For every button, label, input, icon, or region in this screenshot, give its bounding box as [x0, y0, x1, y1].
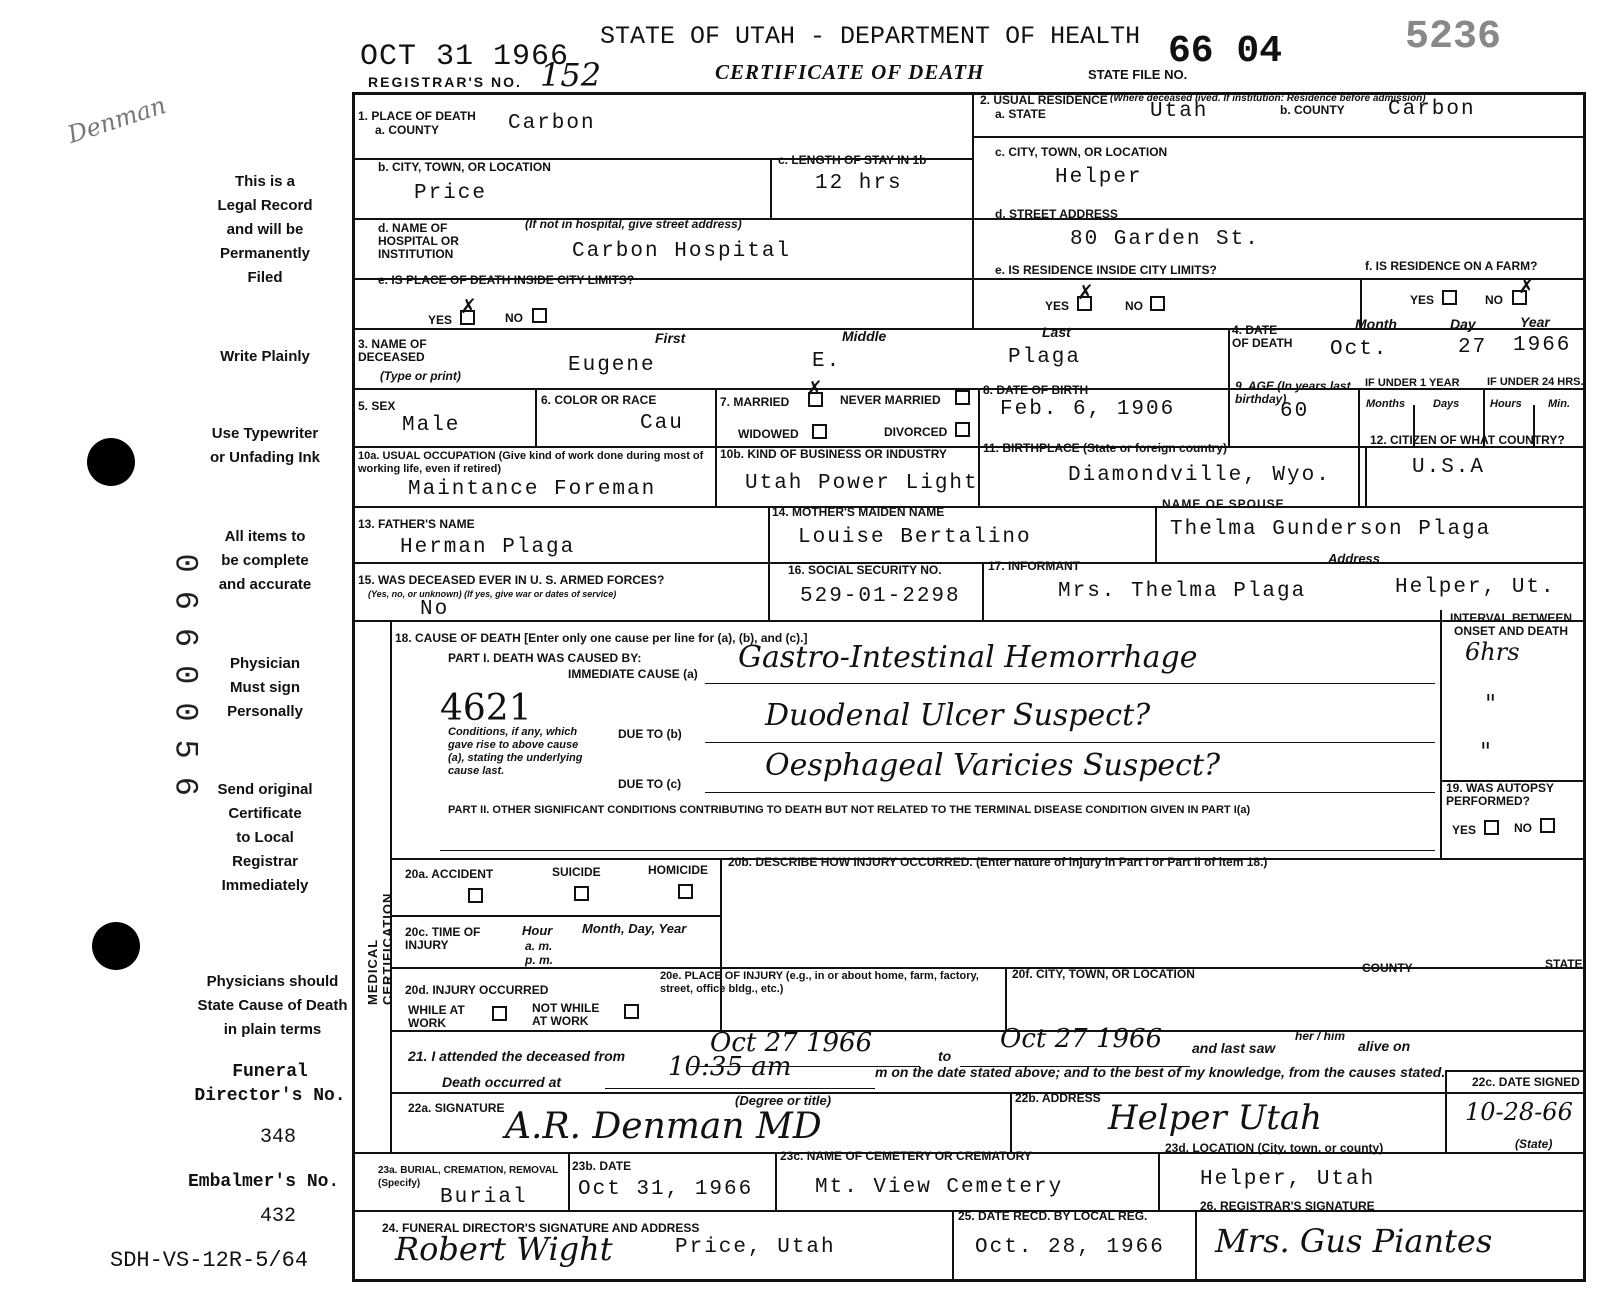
physician-address-label: 22b. ADDRESS — [1015, 1091, 1101, 1105]
sex-value: Male — [402, 414, 461, 437]
embalmer-no-label: Embalmer's No. — [188, 1172, 340, 1192]
months-label: Months — [1366, 398, 1406, 410]
attended-from: Oct 27 1966 — [710, 1028, 873, 1058]
burial-date: Oct 31, 1966 — [578, 1178, 754, 1201]
registrar-no: 152 — [540, 56, 602, 94]
business-label: 10b. KIND OF BUSINESS OR INDUSTRY — [720, 447, 947, 461]
cemetery-label: 23c. NAME OF CEMETERY OR CREMATORY — [780, 1149, 1032, 1163]
farm-yes-checkbox[interactable] — [1442, 290, 1457, 305]
physician-note: Physician Must sign Personally — [227, 655, 303, 720]
registrar-signature: Mrs. Gus Piantes — [1215, 1222, 1493, 1260]
immediate-cause-label: IMMEDIATE CAUSE (a) — [568, 667, 698, 681]
ssn-value: 529-01-2298 — [800, 585, 961, 608]
due-to-b-label: DUE TO (b) — [618, 727, 682, 741]
citizen-value: U.S.A — [1412, 456, 1486, 479]
middle-name: E. — [812, 350, 842, 373]
conditions-note: Conditions, if any, which gave rise to above cause (a), stating the underlying cause last. — [448, 726, 583, 777]
cemetery-value: Mt. View Cemetery — [815, 1176, 1064, 1199]
spouse-value: Thelma Gunderson Plaga — [1170, 518, 1492, 541]
spouse-label: NAME OF SPOUSE — [1162, 497, 1285, 511]
to-label: to — [938, 1048, 952, 1064]
father-value: Herman Plaga — [400, 536, 576, 559]
res-inside-city-label: e. IS RESIDENCE INSIDE CITY LIMITS? — [995, 263, 1217, 277]
write-plainly-note: Write Plainly — [220, 348, 310, 365]
name-label: 3. NAME OF DECEASED — [358, 337, 427, 364]
address-label: Address — [1328, 551, 1381, 566]
autopsy-yes-label: YES — [1452, 823, 1477, 837]
race-value: Cau — [640, 412, 684, 435]
city-value: Price — [414, 182, 488, 205]
birth-value: Feb. 6, 1906 — [1000, 398, 1176, 421]
am-label: a. m. — [525, 939, 553, 953]
last-label: Last — [1042, 324, 1071, 340]
city-label: b. CITY, TOWN, OR LOCATION — [378, 160, 551, 174]
citizen-label: 12. CITIZEN OF WHAT COUNTRY? — [1370, 433, 1565, 447]
res-county-value: Carbon — [1388, 98, 1476, 121]
autopsy-no-checkbox[interactable] — [1540, 818, 1555, 833]
legal-record-note: This is a Legal Record and will be Permanently Filed — [217, 173, 313, 286]
part2-label: PART II. OTHER SIGNIFICANT CONDITIONS CONTRIBUTING TO DEATH BUT NOT RELATED TO THE TERMINAL DISEASE CONDITION GIVEN IN PART I(a) — [448, 804, 1251, 816]
burial-state-label: (State) — [1515, 1137, 1553, 1151]
hour-label: Hour — [522, 923, 553, 938]
forces-value: No — [420, 598, 450, 621]
while-at-work-label: WHILE AT WORK — [408, 1003, 465, 1030]
occupation-label: 10a. USUAL OCCUPATION (Give kind of work done during most of working life, even if retired) — [358, 450, 704, 475]
signature-label: 22a. SIGNATURE — [408, 1101, 505, 1115]
injury-state-label: STATE — [1545, 957, 1583, 971]
funeral-director-signature: Robert Wight — [395, 1230, 613, 1268]
death-day: 27 — [1458, 336, 1488, 359]
funeral-director-no: 348 — [260, 1126, 297, 1149]
birthplace-label: 11. BIRTHPLACE (State or foreign country) — [983, 441, 1228, 455]
forces-label: 15. WAS DECEASED EVER IN U. S. ARMED FORCES? — [358, 573, 665, 587]
x-mark: ✗ — [460, 294, 477, 318]
year-label: Year — [1520, 314, 1550, 330]
x-mark: ✗ — [1077, 280, 1094, 304]
age-label: 9. AGE (In years last birthday) — [1235, 379, 1351, 406]
race-label: 6. COLOR OR RACE — [541, 393, 657, 407]
informant-value: Mrs. Thelma Plaga — [1058, 580, 1307, 603]
medical-certification-label: MEDICAL CERTIFICATION — [365, 892, 395, 1005]
middle-label: Middle — [842, 328, 887, 344]
first-name: Eugene — [568, 354, 656, 377]
autopsy-no-label: NO — [1514, 821, 1532, 835]
disease-code: 4621 — [440, 688, 532, 729]
mother-label: 14. MOTHER'S MAIDEN NAME — [772, 505, 945, 519]
no-label-1e: NO — [505, 311, 523, 325]
time-injury-label: 20c. TIME OF INJURY — [405, 925, 481, 952]
last-saw-label: and last saw — [1192, 1040, 1276, 1056]
res-state-label: a. STATE — [995, 107, 1046, 121]
injury-county-label: COUNTY — [1362, 961, 1413, 975]
alive-label: alive on — [1358, 1038, 1411, 1054]
res-city-value: Helper — [1055, 166, 1143, 189]
divorced-checkbox[interactable] — [955, 422, 970, 437]
no-label-2f: NO — [1485, 293, 1503, 307]
birthplace-value: Diamondville, Wyo. — [1068, 464, 1331, 487]
hospital-note: (If not in hospital, give street address) — [525, 217, 742, 231]
punch-hole-top — [87, 438, 135, 486]
date-signed-label: 22c. DATE SIGNED — [1472, 1075, 1580, 1089]
part1-label: PART I. DEATH WAS CAUSED BY: — [448, 651, 642, 665]
cause-b: Duodenal Ulcer Suspect? — [765, 698, 1151, 733]
injury-occurred-label: 20d. INJURY OCCURRED — [405, 983, 549, 997]
last-name: Plaga — [1008, 346, 1082, 369]
interval-label: INTERVAL BETWEEN ONSET AND DEATH — [1449, 611, 1572, 638]
street-label: d. STREET ADDRESS — [995, 207, 1118, 221]
married-label: 7. MARRIED — [720, 395, 790, 409]
date-signed: 10-28-66 — [1465, 1098, 1573, 1126]
date-received: Oct. 28, 1966 — [975, 1236, 1165, 1259]
min-label: Min. — [1548, 398, 1570, 410]
name-note: (Type or print) — [380, 369, 461, 383]
no-label-2e: NO — [1125, 299, 1143, 313]
residence-label: 2. USUAL RESIDENCE — [980, 93, 1108, 107]
father-label: 13. FATHER'S NAME — [358, 517, 475, 531]
date-stamp: OCT 31 1966 — [360, 40, 570, 74]
age-value: 60 — [1280, 400, 1310, 423]
attended-to: Oct 27 1966 — [1000, 1024, 1163, 1054]
not-while-work-checkbox[interactable] — [624, 1004, 639, 1019]
widowed-checkbox[interactable] — [812, 424, 827, 439]
autopsy-label: 19. WAS AUTOPSY PERFORMED? — [1446, 781, 1554, 808]
accident-label: 20a. ACCIDENT — [405, 867, 494, 881]
death-month: Oct. — [1330, 338, 1389, 361]
death-occurred-time: 10:35 am — [668, 1052, 792, 1082]
inside-city-no-checkbox[interactable] — [532, 308, 547, 323]
days-label: Days — [1433, 398, 1460, 410]
ssn-label: 16. SOCIAL SECURITY NO. — [788, 563, 942, 577]
yes-label-1e: YES — [428, 313, 453, 327]
yes-label-2f: YES — [1410, 293, 1435, 307]
suicide-label: SUICIDE — [552, 865, 601, 879]
divorced-label: DIVORCED — [884, 425, 948, 439]
res-city-label: c. CITY, TOWN, OR LOCATION — [995, 145, 1168, 159]
informant-label: 17. INFORMANT — [988, 559, 1081, 573]
hospital-value: Carbon Hospital — [572, 240, 792, 263]
burial-label: 23a. BURIAL, CREMATION, REMOVAL (Specify) — [378, 1165, 559, 1189]
state-file-label: STATE FILE NO. — [1088, 67, 1188, 82]
hours-label: Hours — [1490, 398, 1522, 410]
res-county-label: b. COUNTY — [1280, 103, 1345, 117]
number-stamp: 5236 — [1405, 15, 1502, 60]
mother-value: Louise Bertalino — [798, 526, 1032, 549]
autopsy-yes-checkbox[interactable] — [1484, 820, 1499, 835]
funeral-director-address: Price, Utah — [675, 1236, 836, 1259]
her-him: her / him — [1295, 1029, 1346, 1043]
date-death-label: 4. DATE OF DEATH — [1232, 323, 1293, 350]
attended-label: 21. I attended the deceased from — [408, 1048, 626, 1064]
degree-label: (Degree or title) — [735, 1093, 832, 1108]
injury-city-label: 20f. CITY, TOWN, OR LOCATION — [1012, 967, 1195, 981]
pm-label: p. m. — [525, 953, 554, 967]
informant-address: Helper, Ut. — [1395, 576, 1556, 599]
embalmer-no: 432 — [260, 1205, 297, 1228]
cause-c: Oesphageal Varicies Suspect? — [765, 748, 1221, 783]
state-file-no: 66 04 — [1168, 30, 1283, 73]
month-label: Month — [1355, 316, 1397, 332]
statement: m on the date stated above; and to the best of my knowledge, from the causes stated. — [875, 1064, 1446, 1080]
punch-hole-bottom — [92, 922, 140, 970]
business-value: Utah Power Light — [745, 472, 979, 495]
first-label: First — [655, 330, 686, 346]
hospital-label: d. NAME OF HOSPITAL OR INSTITUTION — [378, 221, 459, 261]
homicide-checkbox[interactable] — [678, 884, 693, 899]
death-year: 1966 — [1513, 334, 1572, 357]
x-mark: ✗ — [806, 376, 823, 400]
date-received-label: 25. DATE RECD. BY LOCAL REG. — [958, 1209, 1148, 1223]
under-24-hrs-label: IF UNDER 24 HRS. — [1487, 376, 1584, 388]
stay-label: c. LENGTH OF STAY IN 1b — [778, 153, 927, 167]
form-code: SDH-VS-12R-5/64 — [110, 1248, 309, 1273]
registrar-signature-label: 26. REGISTRAR'S SIGNATURE — [1200, 1199, 1375, 1213]
certificate-title: CERTIFICATE OF DEATH — [715, 60, 985, 84]
burial-location: Helper, Utah — [1200, 1168, 1376, 1191]
interval-a: 6hrs — [1465, 638, 1520, 666]
accident-checkbox[interactable] — [468, 888, 483, 903]
interval-b: " — [1485, 690, 1497, 718]
margin-name: Denman — [64, 91, 170, 149]
burial-value: Burial — [440, 1186, 528, 1209]
place-of-death-label: 1. PLACE OF DEATH — [358, 109, 476, 123]
inside-city-label: e. IS PLACE OF DEATH INSIDE CITY LIMITS? — [378, 273, 635, 287]
homicide-label: HOMICIDE — [648, 863, 708, 877]
x-mark: ✗ — [1518, 274, 1535, 298]
res-state-value: Utah — [1150, 100, 1209, 123]
stay-value: 12 hrs — [815, 172, 903, 195]
burial-date-label: 23b. DATE — [572, 1159, 632, 1173]
funeral-director-label: 24. FUNERAL DIRECTOR'S SIGNATURE AND ADDRESS — [382, 1221, 700, 1235]
death-occurred-label: Death occurred at — [442, 1074, 562, 1090]
mdy-label: Month, Day, Year — [582, 921, 687, 936]
under-1-year-label: IF UNDER 1 YEAR — [1365, 377, 1460, 389]
send-original-note: Send original Certificate to Local Registrar Immediately — [217, 781, 313, 894]
res-inside-city-no-checkbox[interactable] — [1150, 296, 1165, 311]
county-label: a. COUNTY — [375, 123, 440, 137]
typewriter-note: Use Typewriter or Unfading Ink — [210, 425, 320, 466]
birth-label: 8. DATE OF BIRTH — [983, 383, 1089, 397]
agency-title: STATE OF UTAH - DEPARTMENT OF HEALTH — [600, 22, 1141, 51]
cause-label: 18. CAUSE OF DEATH [Enter only one cause per line for (a), (b), and (c).] — [395, 631, 808, 645]
farm-label: f. IS RESIDENCE ON A FARM? — [1365, 259, 1538, 273]
interval-c: " — [1480, 738, 1492, 766]
injury-how-label: 20b. DESCRIBE HOW INJURY OCCURRED. (Enter nature of injury in Part I or Part II of item 18.) — [728, 855, 1268, 869]
while-at-work-checkbox[interactable] — [492, 1006, 507, 1021]
vertical-number: 0660056 — [166, 553, 204, 814]
county-value: Carbon — [508, 112, 596, 135]
cause-a: Gastro-Intestinal Hemorrhage — [738, 640, 1198, 675]
funeral-director-no-label: Funeral Director's No. — [194, 1062, 346, 1106]
sex-label: 5. SEX — [358, 399, 396, 413]
occupation-value: Maintance Foreman — [408, 478, 657, 501]
due-to-c-label: DUE TO (c) — [618, 777, 682, 791]
residence-note: (Where deceased lived. If institution: Residence before admission) — [1110, 93, 1426, 104]
never-married-label: NEVER MARRIED — [840, 393, 941, 407]
never-married-checkbox[interactable] — [955, 390, 970, 405]
widowed-label: WIDOWED — [738, 427, 799, 441]
not-while-work-label: NOT WHILE AT WORK — [532, 1001, 600, 1028]
physician-signature: A.R. Denman MD — [505, 1106, 822, 1147]
street-value: 80 Garden St. — [1070, 228, 1260, 251]
cause-terms-note: Physicians should State Cause of Death in plain terms — [197, 973, 348, 1038]
place-injury-label: 20e. PLACE OF INJURY (e.g., in or about home, farm, factory, street, office bldg., etc.) — [660, 970, 979, 995]
suicide-checkbox[interactable] — [574, 886, 589, 901]
burial-location-label: 23d. LOCATION (City, town, or county) — [1165, 1141, 1384, 1155]
yes-label-2e: YES — [1045, 299, 1070, 313]
forces-note: (Yes, no, or unknown) (If yes, give war or dates of service) — [368, 589, 617, 599]
day-label: Day — [1450, 316, 1476, 332]
registrar-no-label: REGISTRAR'S NO. — [368, 74, 522, 90]
physician-address: Helper Utah — [1108, 1098, 1323, 1138]
complete-note: All items to be complete and accurate — [218, 528, 312, 593]
